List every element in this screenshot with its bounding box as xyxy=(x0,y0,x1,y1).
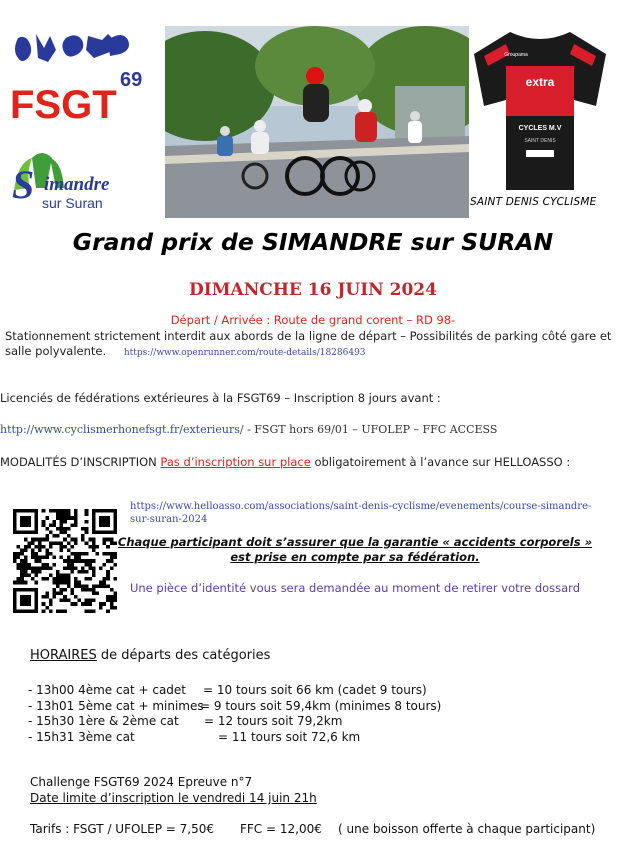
schedule-right: = 9 tours soit 59,4km (minimes 8 tours) xyxy=(200,699,442,713)
parking-notice xyxy=(5,329,615,361)
modalites-prefix: MODALITÉS D’INSCRIPTION xyxy=(0,455,161,469)
schedule-left: - 13h00 4ème cat + cadet xyxy=(28,683,187,697)
challenge-info: Challenge FSGT69 2024 Epreuve n°7 xyxy=(30,775,253,789)
simandre-logo-subtext: sur Suran xyxy=(42,195,103,211)
schedule-left: - 13h01 5ème cat + minimes xyxy=(28,699,204,713)
event-date: DIMANCHE 16 JUIN 2024 xyxy=(189,280,437,300)
jersey-text-4: Groupama xyxy=(504,52,528,58)
jersey-text-3: SAINT DENIS xyxy=(524,138,556,144)
schedule-left: - 15h30 1ère & 2ème cat xyxy=(28,714,179,728)
modalites-suffix: obligatoirement à l’avance sur HELLOASSO : xyxy=(310,455,571,469)
simandre-logo-text: imandre xyxy=(44,174,110,195)
schedule-right: = 12 tours soit 79,2km xyxy=(204,714,343,728)
licence-info: Licenciés de fédérations extérieures à la FSGT69 – Inscription 8 jours avant : xyxy=(0,391,441,405)
jersey-text-2: CYCLES M.V xyxy=(518,125,562,132)
horaires-title-underlined: HORAIRES xyxy=(30,648,97,663)
page-title: Grand prix de SIMANDRE sur SURAN xyxy=(72,228,554,256)
horaires-title xyxy=(30,648,270,663)
helloasso-link[interactable]: https://www.helloasso.com/associations/saint-denis-cyclisme/evenements/course-simandre-sur-suran-2024 xyxy=(130,501,592,525)
club-caption: SAINT DENIS CYCLISME xyxy=(470,196,597,208)
start-finish-location: Départ / Arrivée : Route de grand corent – RD 98- xyxy=(170,313,456,327)
club-jersey-image xyxy=(470,26,610,192)
tarifs-note: ( une boisson offerte à chaque participant) xyxy=(338,822,596,836)
jersey-text-1: extra xyxy=(525,75,555,89)
simandre-logo xyxy=(10,150,150,215)
svg-text:S: S xyxy=(12,162,35,207)
fsgt-logo-number: 69 xyxy=(120,69,143,91)
id-notice: Une pièce d’identité vous sera demandée au moment de retirer votre dossard xyxy=(129,581,581,595)
tarifs-ffc: FFC = 12,00€ xyxy=(240,822,322,836)
insurance-warning: Chaque participant doit s’assurer que la garantie « accidents corporels » est prise en compte par sa fédération. xyxy=(117,535,593,564)
federations-text: - FSGT hors 69/01 – UFOLEP – FFC ACCESS xyxy=(243,423,498,436)
race-photo xyxy=(165,26,469,218)
helloasso-qr-code xyxy=(13,509,117,613)
fsgt69-logo xyxy=(8,30,158,130)
horaires-title-rest: de départs des catégories xyxy=(96,648,271,663)
modalites-highlight: Pas d’inscription sur place xyxy=(160,455,311,469)
registration-deadline: Date limite d’inscription le vendredi 14 juin 21h xyxy=(30,791,317,805)
route-link[interactable]: https://www.openrunner.com/route-details/18286493 xyxy=(123,348,366,358)
tarifs-label: Tarifs : FSGT / UFOLEP = 7,50€ xyxy=(30,822,214,836)
schedule-right: = 11 tours soit 72,6 km xyxy=(218,730,361,744)
schedule-left: - 15h31 3ème cat xyxy=(28,730,135,744)
parking-text: Stationnement strictement interdit aux abords de la ligne de départ – Possibilités de parking côté gare et salle polyvalente. xyxy=(5,329,612,358)
modalites-line xyxy=(0,455,626,469)
federations-link[interactable]: http://www.cyclismerhonefsgt.fr/exterieurs/ xyxy=(0,423,244,436)
federations-line xyxy=(0,423,626,436)
schedule-right: = 10 tours soit 66 km (cadet 9 tours) xyxy=(203,683,427,697)
fsgt-logo-text: FSGT xyxy=(10,83,117,127)
